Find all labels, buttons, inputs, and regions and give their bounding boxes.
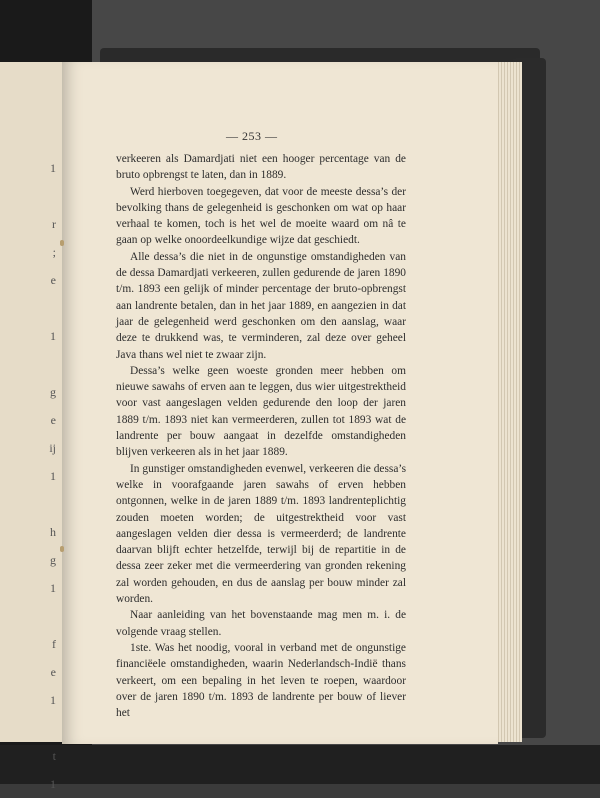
page-edges bbox=[496, 62, 522, 742]
paragraph: verkeeren als Damardjati niet een hooger percentage van de bruto opbrengst te laten, dan in 1889. bbox=[116, 153, 406, 182]
page-number: — 253 — bbox=[226, 129, 278, 143]
paragraph: 1ste. Was het noodig, vooral in verband met de ongunstige financiëele omstandigheden, waarin Nederlandsch-Indië thans verkeert, om een bepaling in het leven te roepen, waardoor over de jaren 1890 t/m. 1893 de landrente per bouw of liever het bbox=[116, 641, 406, 720]
paragraph: Werd hierboven toegegeven, dat voor de meeste dessa’s der bevolking thans de gelegenheid is geschonken om wat op haar verhaal te komen, toch is het wel de moeite waard om nâ te gaan op welke onoordeelkundige wijze dat geschiedt. bbox=[116, 185, 406, 247]
paragraph: Alle dessa’s die niet in de ongunstige omstandigheden van de dessa Damardjati verkeeren, zullen gedurende de jaren 1890 t/m. 1893 een gelijk of minder percentage der bruto-opbrengst aan landrente betalen, dan in het jaar 1889, en aangezien in dat jaar de gelegenheid werd geschonken om den aanslag, waar deze te drukkend was, te verminderen, zal deze over geheel Java thans wel niet te zwaar zijn. bbox=[116, 250, 406, 361]
page-body bbox=[116, 151, 406, 721]
paragraph: Naar aanleiding van het bovenstaande mag men m. i. de volgende vraag stellen. bbox=[116, 609, 406, 638]
paragraph: Dessa’s welke geen woeste gronden meer hebben om nieuwe sawahs of erven aan te leggen, dus wier uitgestrektheid voor vast aangeslagen velden gedurende den loop der jaren 1889 t/m. 1893 niet kan vermeerderen, zullen tot 1893 wat de landrente per bouw aangaat in dezelfde omstandigheden blijven verkeeren als in het jaar 1889. bbox=[116, 364, 406, 459]
left-page bbox=[0, 62, 63, 791]
left-page-text-fragments: 1 r ; e 1 g e ij 1 h g 1 f e 1 t 1 bbox=[49, 161, 56, 791]
binding-hole bbox=[60, 240, 64, 246]
binding-hole bbox=[60, 546, 64, 552]
paragraph: In gunstiger omstandigheden evenwel, verkeeren die dessa’s welke in voorafgaande jaren sawahs of erven hebben ontgonnen, welke in de jaren 1889 t/m. 1893 landrenteplichtig zouden moeten worden; de uitgestrektheid voor vast aangeslagen velden dier dessa is vermeerderd; de landrente daarvan blijft echter hetzelfde, terwijl bij de repartitie in de dessa zeer zeker met die vermeerdering van gronden rekening zal worden gehouden, en dus de aanslag per bouw minder zal worden. bbox=[116, 462, 406, 606]
scan-background-bottom bbox=[0, 745, 600, 784]
